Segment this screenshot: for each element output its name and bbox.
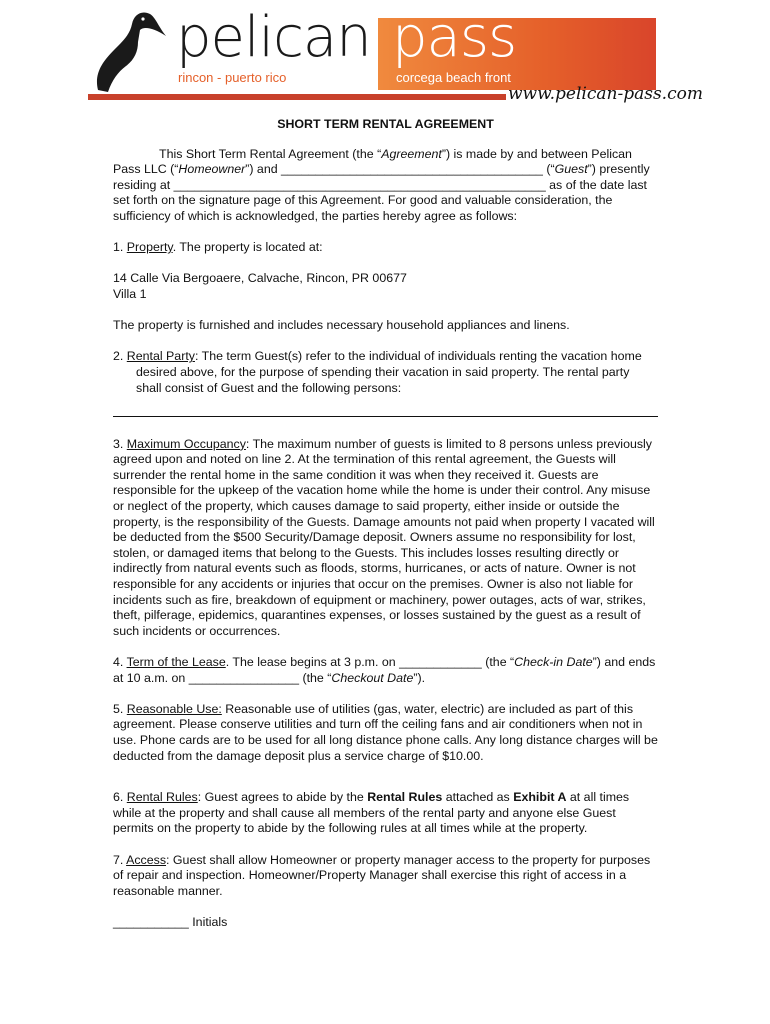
section-2-rental-party: 2. Rental Party: The term Guest(s) refer to the individual of individuals renting the vacation home desired above, for the purpose of spending their vacation in said property. The rental party shall consist of Guest and the following persons: <box>113 349 642 395</box>
pelican-logo-icon <box>88 6 168 96</box>
brand-name-left: pelican <box>176 5 371 70</box>
rental-party-blank-line[interactable] <box>113 406 658 417</box>
header-rule <box>88 94 506 100</box>
section-4-term-of-lease: 4. Term of the Lease. The lease begins at 3 p.m. on ____________ (the “Check-in Date”) and ends at 10 a.m. on ________________ (the “Checkout Date”). <box>113 655 656 685</box>
brand-name-right: pass <box>392 5 517 70</box>
section-7-access: 7. Access: Guest shall allow Homeowner or property manager access to the property for purposes of repair and inspection. Homeowner/Property Manager shall exercise this right of access in a reasonable manner. <box>113 852 651 898</box>
document-title: SHORT TERM RENTAL AGREEMENT <box>277 117 494 131</box>
furnished-note: The property is furnished and includes necessary household appliances and linens. <box>113 318 570 333</box>
section-5-reasonable-use: 5. Reasonable Use: Reasonable use of utilities (gas, water, electric) are included as part of this agreement. Please conserve utilities and turn off the ceiling fans and air conditioners when not in use. Phone cards are to be used for all long distance phone calls. Any long distance charges will be deducted from the damage deposit plus a service charge of $10.00. <box>113 701 658 763</box>
brand-tagline: corcega beach front <box>396 70 511 85</box>
agreement-body <box>113 117 658 946</box>
initials-field[interactable]: ___________ Initials <box>113 914 228 929</box>
property-address: 14 Calle Via Bergoaere, Calvache, Rincon, PR 00677 Villa 1 <box>113 271 407 301</box>
brand-location: rincon - puerto rico <box>178 70 287 85</box>
website-link[interactable]: www.pelican-pass.com <box>508 84 703 104</box>
section-3-maximum-occupancy: 3. Maximum Occupancy: The maximum number of guests is limited to 8 persons unless previously agreed upon and noted on line 2. At the termination of this rental agreement, the Guests will surrender the rental home in the same condition it was when they received it. Guests are responsible for the upkeep of the vacation home while the home is under their control. Any misuse or neglect of the property, which causes damage to said property, either inside or outside the property, is the responsibility of the Guests. Damage amounts not paid when property I vacated will be deducted from the $500 Security/Damage deposit. Owners assume no responsibility for lost, stolen, or damaged items that belong to the Guests. This includes losses resulting directly or indirectly from natural events such as floods, storms, hurricanes, or acts of nature. Owner is not responsible for any accidents or injuries that occur on the premises. Owner is also not liable for incidents such as fire, breakdown of equipment or machinery, power outages, acts of war, strikes, theft, pilferage, epidemics, quarantines expenses, or losses sustained by the guest as a result of such incidents or occurrences. <box>113 436 655 638</box>
letterhead <box>0 0 770 110</box>
section-1-property: 1. Property. The property is located at: <box>113 240 323 255</box>
intro-paragraph: This Short Term Rental Agreement (the “Agreement”) is made by and between Pelican Pass LLC (“Homeowner”) and ______________________________________ (“Guest”) presently residing at ______________________________________________________ as of the date last set forth on the signature page of this Agreement. For good and valuable consideration, the sufficiency of which is acknowledged, the parties hereby agree as follows: <box>113 146 650 223</box>
section-6-rental-rules: 6. Rental Rules: Guest agrees to abide by the Rental Rules attached as Exhibit A at all times while at the property and shall cause all members of the rental party and anyone else Guest permits on the property to abide by the following rules at all times while at the property. <box>113 790 630 836</box>
